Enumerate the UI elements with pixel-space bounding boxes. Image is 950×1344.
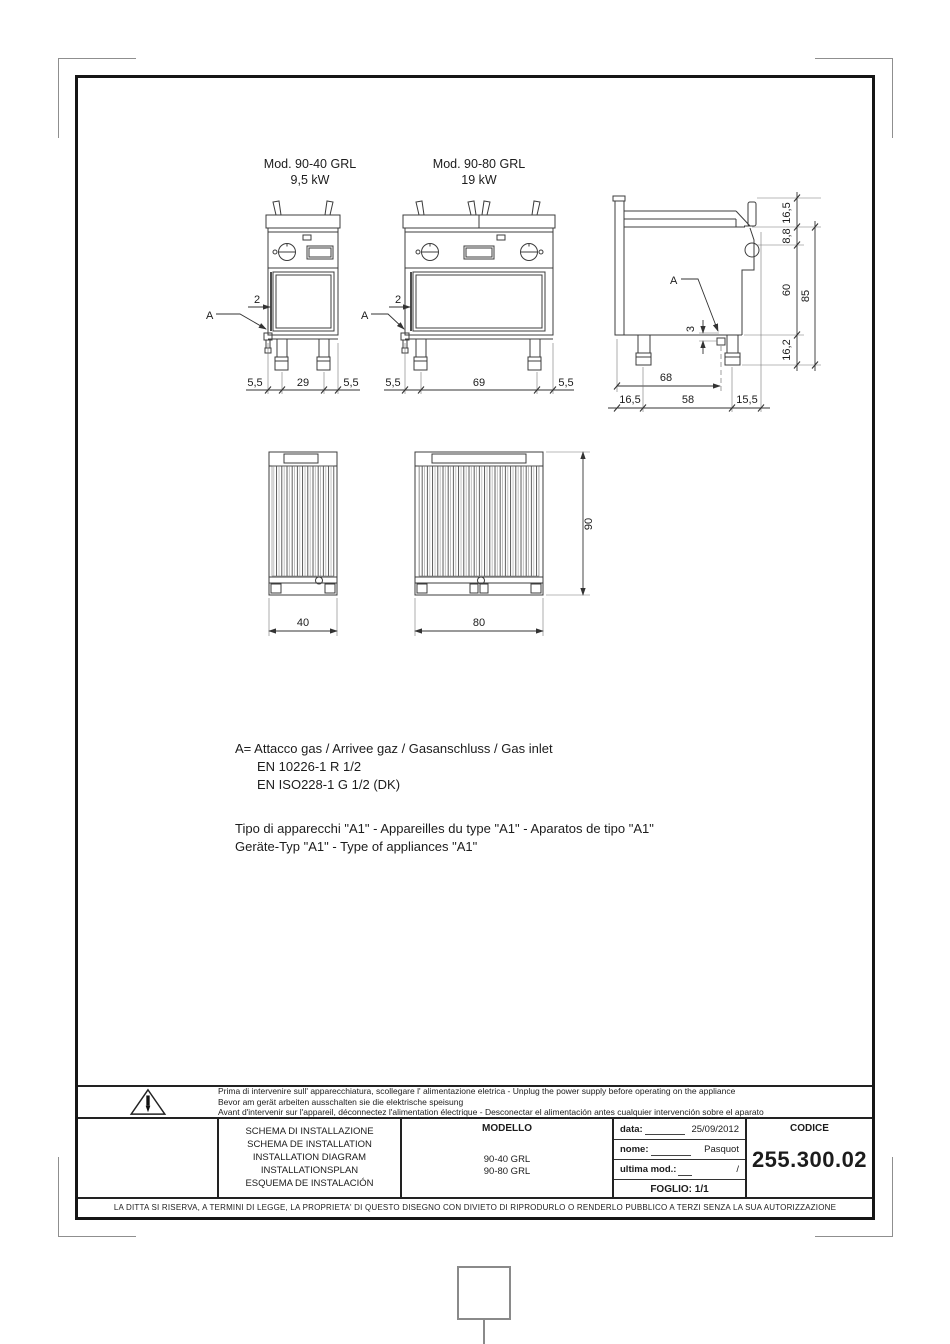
warning-line1: Prima di intervenire sull' apparecchiatura, scollegare l' alimentazione eletrica - Unplug the power supply before operating on the appliance xyxy=(218,1086,736,1097)
punch-line xyxy=(483,1320,485,1344)
dim-side-total: 85 xyxy=(800,289,812,303)
schema-line-de: INSTALLATIONSPLAN xyxy=(260,1165,359,1176)
name-row xyxy=(614,1139,745,1159)
date-value: 25/09/2012 xyxy=(691,1123,739,1135)
top-view-40 xyxy=(269,452,337,636)
dim-40-left: 5,5 xyxy=(247,377,263,389)
schema-line-fr: SCHEMA DE INSTALLATION xyxy=(247,1139,372,1150)
disclaimer: LA DITTA SI RISERVA, A TERMINI DI LEGGE, LA PROPRIETA' DI QUESTO DISEGNO CON DIVIETO DI RIPRODURLO O RENDERLO PUBBLICO A TERZI SENZA LA SUA AUTORIZZAZIONE xyxy=(78,1197,872,1217)
name-value: Pasquot xyxy=(704,1144,739,1155)
codice-cell xyxy=(745,1119,872,1197)
dim-side-mid: 58 xyxy=(681,394,695,406)
dim-top-depth: 90 xyxy=(583,517,595,531)
dim-80-left: 5,5 xyxy=(385,377,401,389)
dim-door-80: 2 xyxy=(394,294,402,306)
warning-line2: Bevor am gerät arbeiten ausschalten sie die elektrische speisung xyxy=(218,1096,464,1107)
title-block-empty-cell xyxy=(78,1119,217,1197)
modello-value-2: 90-80 GRL xyxy=(483,1166,531,1177)
data-cell xyxy=(612,1119,745,1197)
last-mod-label: ultima mod.: xyxy=(620,1164,677,1175)
codice-value: 255.300.02 xyxy=(751,1147,868,1172)
dim-top80-width: 80 xyxy=(472,617,486,629)
appliance-type-line1: Tipo di apparecchi "A1" - Appareilles du type "A1" - Aparatos de tipo "A1" xyxy=(235,821,654,836)
sheet-number: FOGLIO: 1/1 xyxy=(650,1184,709,1195)
front-view-80 xyxy=(361,201,574,394)
gas-point-label-80: A xyxy=(361,310,369,322)
gas-note-line3: EN ISO228-1 G 1/2 (DK) xyxy=(257,777,401,792)
dim-side-base: 16,2 xyxy=(781,339,793,361)
name-label: nome: xyxy=(620,1144,649,1155)
dim-40-center: 29 xyxy=(296,377,310,389)
warning-row xyxy=(78,1085,872,1117)
gas-point-label-40: A xyxy=(206,310,214,322)
schema-line-it: SCHEMA DI INSTALLAZIONE xyxy=(245,1126,374,1137)
codice-header: CODICE xyxy=(790,1123,829,1134)
last-mod-fill-line xyxy=(678,1164,692,1176)
notes-block xyxy=(235,740,654,856)
dim-80-center: 69 xyxy=(472,377,486,389)
front-view-40 xyxy=(206,201,360,394)
appliance-type-line2: Geräte-Typ "A1" - Type of appliances "A1" xyxy=(235,839,478,854)
schema-line-es: ESQUEMA DE INSTALACIÓN xyxy=(245,1178,374,1189)
modello-value-1: 90-40 GRL xyxy=(483,1154,531,1165)
dim-80-right: 5,5 xyxy=(558,377,574,389)
gas-note-line2: EN 10226-1 R 1/2 xyxy=(257,759,362,774)
dim-side-body: 60 xyxy=(781,283,793,297)
model-80-power: 19 kW xyxy=(461,173,497,187)
dim-side-back: 16,5 xyxy=(619,394,641,406)
model-heading-40 xyxy=(264,157,356,187)
sheet-number-row xyxy=(614,1179,745,1199)
dim-top40-width: 40 xyxy=(296,617,310,629)
last-mod-row xyxy=(614,1159,745,1179)
model-heading-80 xyxy=(433,157,525,187)
date-label: data: xyxy=(620,1123,643,1135)
modello-cell xyxy=(400,1119,612,1197)
schema-line-en: INSTALLATION DIAGRAM xyxy=(252,1152,367,1163)
last-mod-value: / xyxy=(736,1164,739,1175)
dim-side-panel: 8,8 xyxy=(781,228,793,244)
warning-line3: Avant d'intervenir sur l'appareil, déconnectez l'alimentation électrique - Desconectar el alimentación antes cualquier intervención sobre el aparato xyxy=(218,1107,764,1118)
model-40-label: Mod. 90-40 GRL xyxy=(263,157,357,171)
date-fill-line xyxy=(645,1123,685,1135)
name-fill-line xyxy=(651,1144,691,1156)
gas-note-line1: A= Attacco gas / Arrivee gaz / Gasanschluss / Gas inlet xyxy=(235,741,553,756)
warning-triangle-icon xyxy=(78,1088,218,1116)
top-view-80 xyxy=(415,452,595,636)
date-row xyxy=(614,1119,745,1139)
title-block xyxy=(78,1117,872,1197)
schema-cell xyxy=(217,1119,400,1197)
dim-side-68: 68 xyxy=(659,372,673,384)
dim-side-front: 15,5 xyxy=(736,394,758,406)
dim-side-top: 16,5 xyxy=(781,202,793,224)
warning-text xyxy=(218,1086,872,1117)
modello-header: MODELLO xyxy=(482,1123,532,1134)
dim-door-40: 2 xyxy=(253,294,261,306)
dim-side-inlet: 3 xyxy=(685,325,697,333)
punch-square xyxy=(457,1266,511,1320)
model-40-power: 9,5 kW xyxy=(290,173,330,187)
dim-40-right: 5,5 xyxy=(343,377,359,389)
side-view xyxy=(608,192,821,412)
model-80-label: Mod. 90-80 GRL xyxy=(432,157,526,171)
gas-point-label-side: A xyxy=(670,275,678,287)
